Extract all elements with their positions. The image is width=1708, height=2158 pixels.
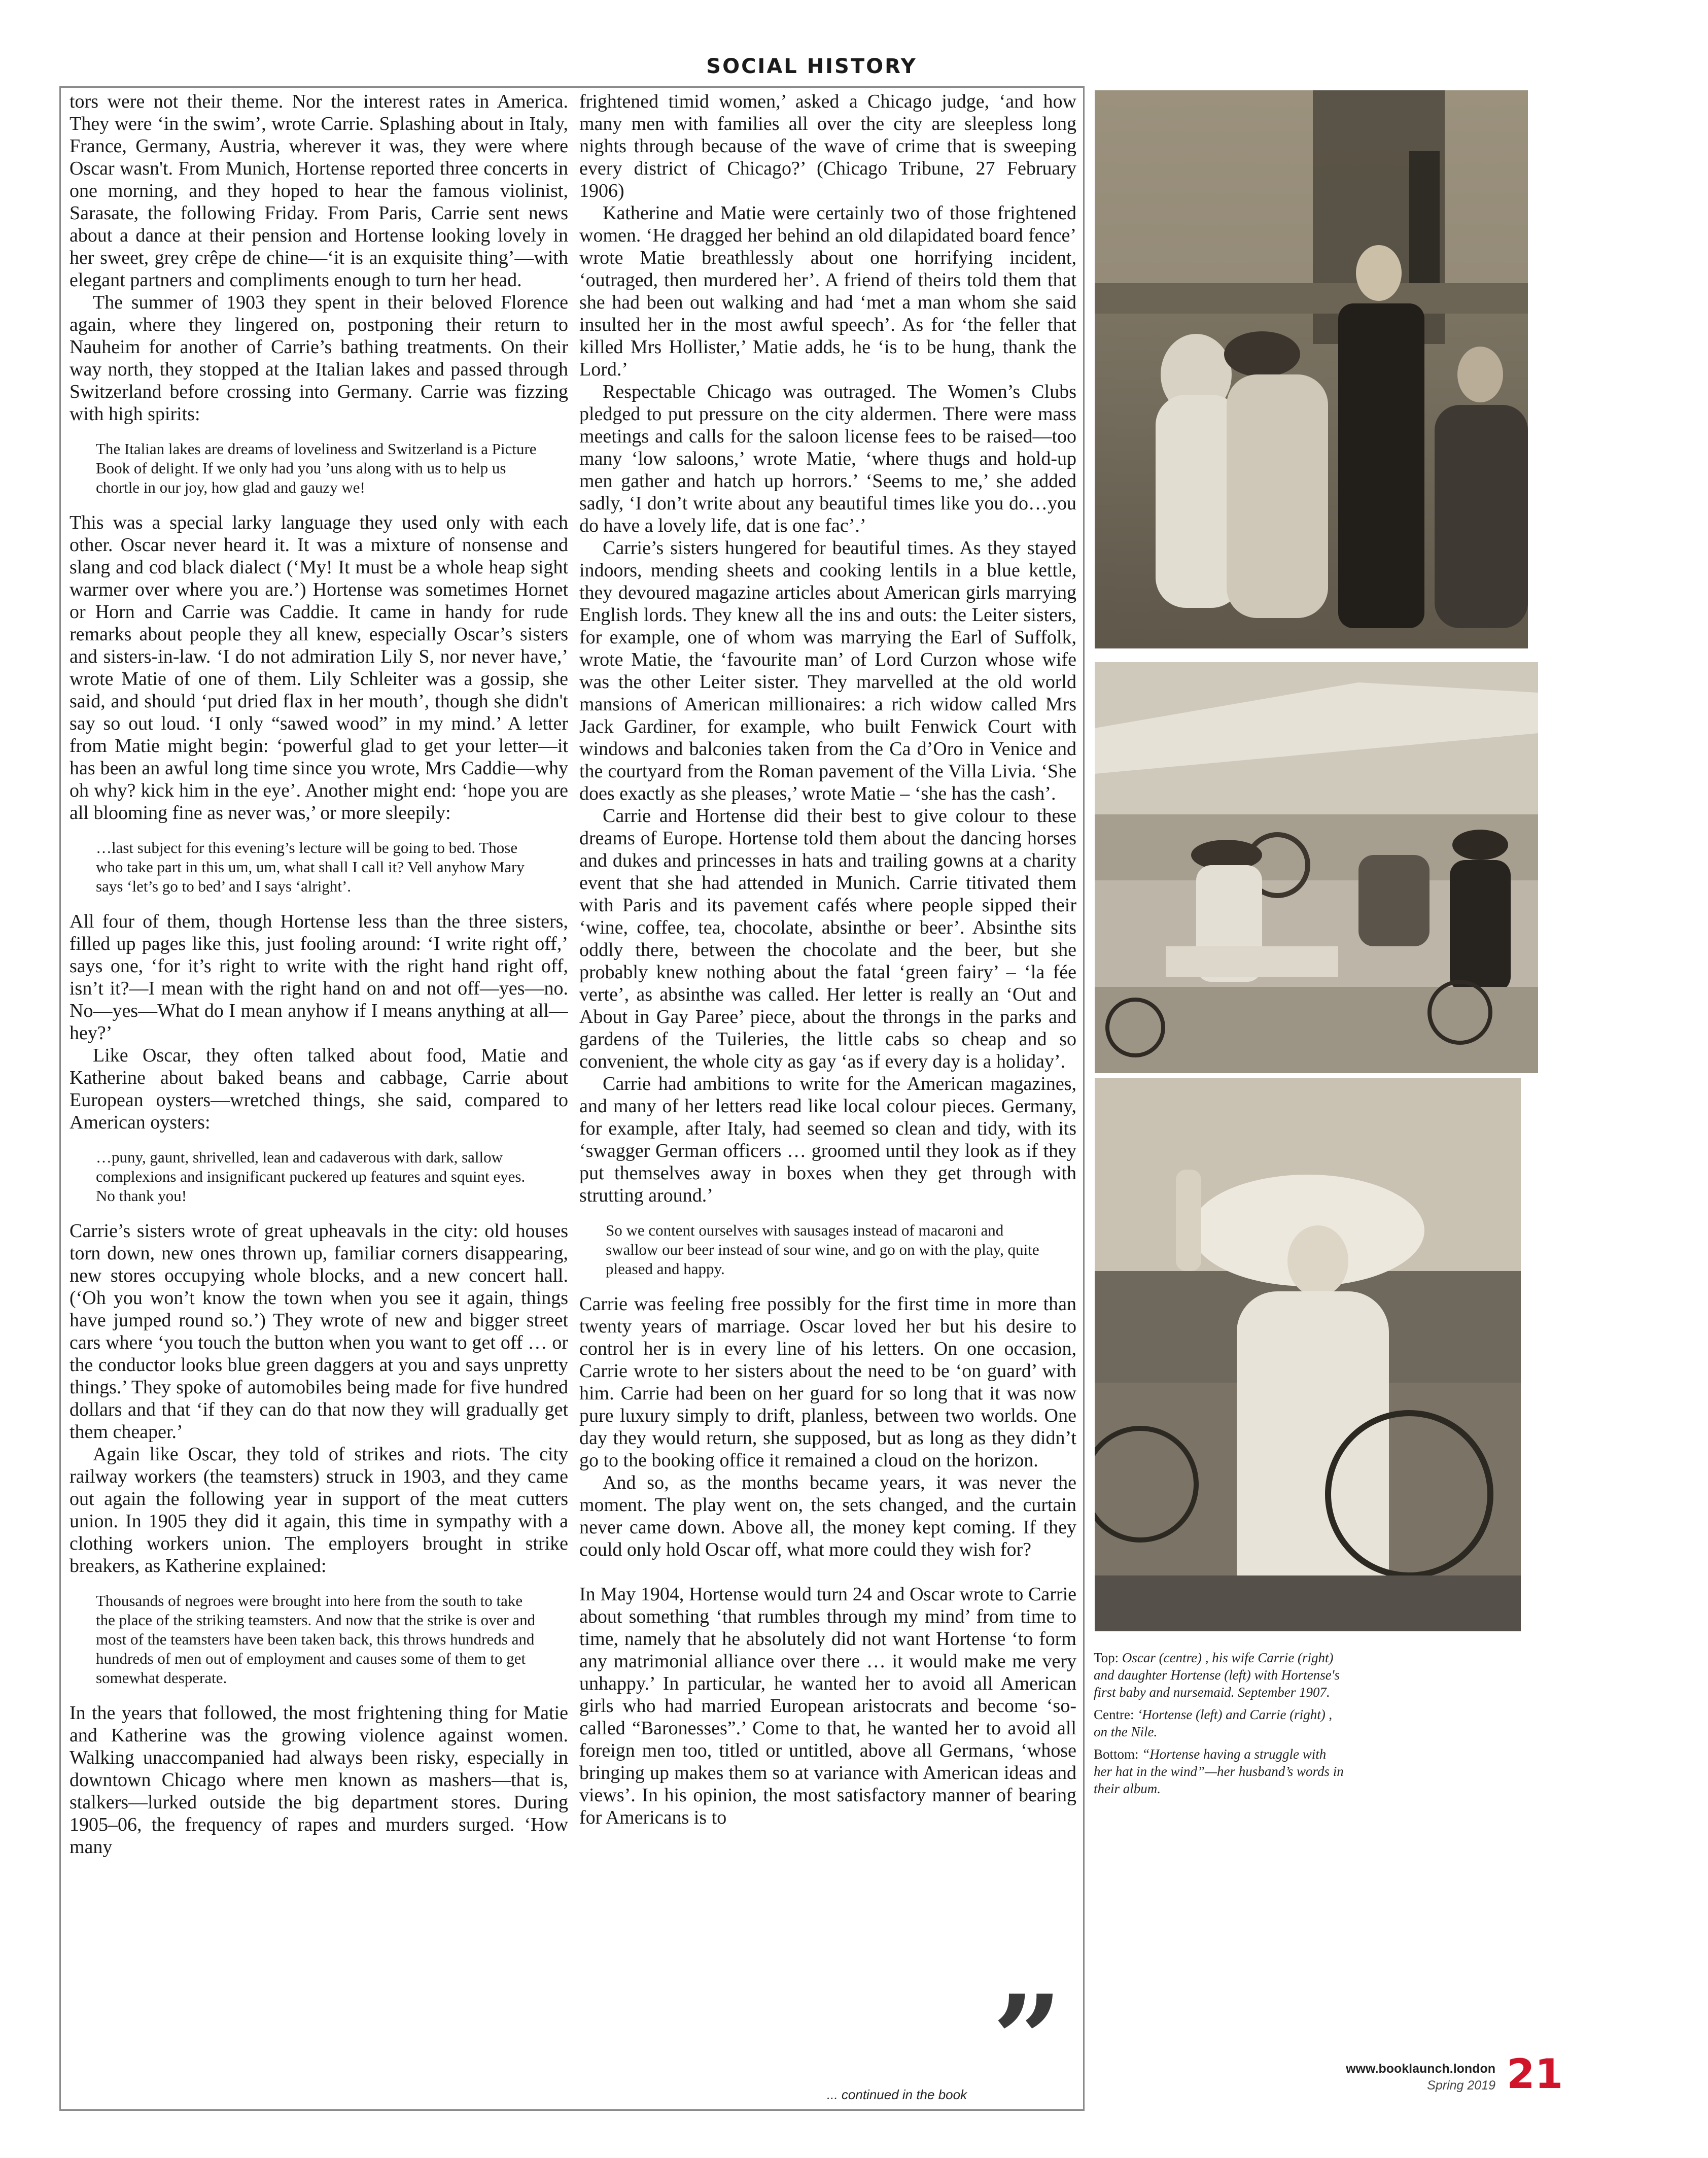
left-column (69, 90, 568, 2105)
paragraph: Carrie’s sisters hungered for beautiful times. As they stayed indoors, mending sheets and cooking lentils in a blue kettle, they devoured magazine articles about American girls marrying English lords. They knew all the ins and outs: the Leiter sisters, for example, one of whom was marrying the Earl of Suffolk, wrote Matie, the ‘favourite man’ of Lord Curzon whose wife was the other Leiter sister. They marvelled at the old world mansions of American millionaires: a rich widow called Mrs Jack Gardiner, for example, who built Fenwick Court with windows and balconies taken from the Ca d’Oro in Venice and the courtyard from the Roman pavement of the Villa Livia. ‘She does exactly as she pleases,’ wrote Matie – ‘she has the cash’. (579, 537, 1076, 804)
block-quote: …puny, gaunt, shrivelled, lean and cadaverous with dark, sallow complexions and insignificant puckered up features and squint eyes. No thank you! (96, 1148, 526, 1205)
block-quote: …last subject for this evening’s lecture will be going to bed. Those who take part in this um, um, what shall I call it? Vell anyhow Mary says ‘let’s go to bed’ and I says ‘alright’. (96, 839, 525, 895)
photo-captions (1094, 1649, 1345, 1802)
footer-season: Spring 2019 (1427, 2078, 1495, 2093)
paragraph: In the years that followed, the most frightening thing for Matie and Katherine was the growing violence against women. Walking unaccompanied had always been risky, especially in downtown Chicago where men known as mashers—that is, stalkers—lurked outside the big department stores. During 1905–06, the frequency of rapes and murders surged. ‘How many (69, 1702, 568, 1858)
block-quote: The Italian lakes are dreams of loveliness and Switzerland is a Picture Book of delight. If we only had you ’uns along with us to help us chortle in our joy, how glad and gauzy we! (96, 440, 537, 496)
paragraph: And so, as the months became years, it was never the moment. The play went on, the sets changed, and the curtain never came down. Above all, the money kept coming. If they could only hold Oscar off, what more could they wish for? (579, 1472, 1076, 1560)
paragraph: All four of them, though Hortense less than the three sisters, filled up pages like this, just fooling around: ‘I write right off,’ says one, ‘for it’s right to write with the right hand right off, isn’t it?—I mean with the right hand on and not off—yes—no. No—yes—What do I mean anyhow if I means anything at all—hey?’ (69, 911, 568, 1044)
paragraph: Katherine and Matie were certainly two of those frightened women. ‘He dragged her behind an old dilapidated board fence’ wrote Matie breathlessly about one horrifying incident, ‘outraged, then murdered her’. A friend of theirs told them that she had been out walking and had ‘met a man whom she said insulted her in the most awful speech’. As for ‘the feller that killed Mrs Hollister,’ Matie adds, he ‘is to be hung, thank the Lord.’ (579, 202, 1076, 380)
paragraph: Again like Oscar, they told of strikes and riots. The city railway workers (the teamsters) struck in 1903, and they came out again the following year in support of the meat cutters union. In 1905 they did it again, this time in sympathy with a clothing workers union. The employers brought in strike breakers, as Katherine explained: (69, 1444, 568, 1577)
page-number: 21 (1507, 2050, 1563, 2098)
caption-bottom: Bottom: “Hortense having a struggle with her hat in the wind”—her husband’s words in their album. (1094, 1746, 1344, 1796)
caption-centre: Centre: ‘Hortense (left) and Carrie (right) , on the Nile. (1094, 1707, 1333, 1739)
paragraph: Like Oscar, they often talked about food, Matie and Katherine about baked beans and cabbage, Carrie about European oysters—wretched things, she said, compared to American oysters: (69, 1045, 568, 1133)
section-gap (579, 1561, 1076, 1583)
paragraph: Carrie and Hortense did their best to give colour to these dreams of Europe. Hortense told them about the dancing horses and dukes and princesses in hats and trailing gowns at a charity event that she had attended in Munich. Carrie titivated them with Paris and its pavement cafés where people sipped their ‘wine, coffee, tea, chocolate, absinthe or beer’. Absinthe sits oddly there, between the chocolate and the beer, but she probably knew nothing about the fatal ‘green fairy’ – ‘la fée verte’, as absinthe was called. Her letter is really an ‘Out and About in Gay Paree’ piece, about the throngs in the parks and gardens of the Tuileries, the little cabs so cheap and so convenient, the whole city as gay ‘as if every day is a holiday’. (579, 805, 1076, 1072)
paragraph: frightened timid women,’ asked a Chicago judge, ‘and how many men with families all over the city are sleepless long nights through because of the wave of crime that is sweeping every district of Chicago?’ (Chicago Tribune, 27 February 1906) (579, 91, 1076, 201)
paragraph: The summer of 1903 they spent in their beloved Florence again, where they lingered on, postponing their return to Nauheim for another of Carrie’s bathing treatments. On their way north, they stopped at the Italian lakes and passed through Switzerland before crossing into Germany. Carrie was fizzing with high spirits: (69, 292, 568, 425)
paragraph: Respectable Chicago was outraged. The Women’s Clubs pledged to put pressure on the city aldermen. There were mass meetings and calls for the saloon license fees to be raised—too many ‘low saloons,’ wrote Matie, ‘where thugs and hold-up men gather and hatch up horrors.’ ‘Seems to me,’ she added sadly, ‘I don’t write about any beautiful times like you do…you do have a lovely life, dat is one fac’.’ (579, 381, 1076, 536)
right-column (579, 90, 1076, 2111)
section-heading: SOCIAL HISTORY (706, 55, 917, 78)
caption-top: Top: Oscar (centre) , his wife Carrie (right) and daughter Hortense (left) with Hortense's first baby and nursemaid. September 1907. (1094, 1650, 1340, 1700)
footer-website: www.booklaunch.london (1346, 2062, 1495, 2076)
paragraph: Carrie was feeling free possibly for the first time in more than twenty years of marriage. Oscar loved her but his desire to control her is in every line of his letters. On one occasion, Carrie wrote to her sisters about the need to be ‘on guard’ with him. Carrie had been on her guard for so long that it was now pure luxury simply to drift, planless, between two worlds. One day they would return, she supposed, but as long as they didn’t go to the booking office it remained a cloud on the horizon. (579, 1293, 1076, 1471)
paragraph: Carrie’s sisters wrote of great upheavals in the city: old houses torn down, new ones thrown up, familiar corners disappearing, new stores occupying whole blocks, and a new concert hall. (‘Oh you won’t know the town when you see it again, things have jumped round so.’) They wrote of new and bigger street cars where ‘you touch the button when you want to get off … or the conductor looks blue green daggers at you and says unpretty things.’ They spoke of automobiles being made for five hundred dollars and that ‘if they can do that now they will gradually get them cheaper.’ (69, 1220, 568, 1443)
photo-on-the-nile (1095, 662, 1538, 1073)
continued-note: ... continued in the book (827, 2087, 967, 2102)
paragraph: Carrie had ambitions to write for the American magazines, and many of her letters read like local colour pieces. Germany, for example, after Italy, had seemed so clean and tidy, with its ‘swagger German officers … groomed until they look as if they put themselves away in boxes when they get through with strutting around.’ (579, 1073, 1076, 1206)
paragraph: This was a special larky language they used only with each other. Oscar never heard it. It was a mixture of nonsense and slang and cod black dialect (‘My! It must be a whole heap sight warmer over where you are.’) Hortense was sometimes Hornet or Horn and Carrie was Caddie. It came in handy for rude remarks about people they all knew, especially Oscar’s sisters and sisters-in-law. ‘I do not admiration Lily S, nor never have,’ wrote Matie of one of them. Lily Schleiter was a gossip, she said, and should ‘put dried flax in her mouth’, though she didn't say so out loud. ‘I only “sawed wood” in my mind.’ A letter from Matie might begin: ‘powerful glad to get your letter—it has been an awful long time since you wrote, Mrs Caddie—why oh why? kick him in the eye’. Another might end: ‘hope you are all blooming fine as never was,’ or more sleepily: (69, 512, 568, 824)
paragraph: In May 1904, Hortense would turn 24 and Oscar wrote to Carrie about something ‘that rumbles through my mind’ from time to time, namely that he absolutely did not want Hortense ‘to form any matrimonial alliance over there … it would make me very unhappy.’ In particular, he wanted her to avoid all American girls who had married European aristocrats and become ‘so-called “Baronesses”.’ Come to that, he wanted her to avoid all foreign men too, titled or untitled, above all Germans, ‘whose bringing up makes them so at variance with American ideas and views’. In his opinion, the most satisfactory manner of bearing for Americans is to (579, 1584, 1076, 1828)
photo-family-group (1095, 90, 1528, 648)
block-quote: Thousands of negroes were brought into here from the south to take the place of the striking teamsters. And now that the strike is over and most of the teamsters have been taken back, this throws hundreds and hundreds of men out of employment and causes some of them to get somewhat desperate. (96, 1592, 536, 1687)
closing-quote-mark: ” (992, 1968, 1063, 2111)
photo-hat-in-wind (1095, 1078, 1521, 1631)
block-quote: So we content ourselves with sausages instead of macaroni and swallow our beer instead of sour wine, and go on with the play, quite pleased and happy. (606, 1221, 1039, 1278)
paragraph: tors were not their theme. Nor the interest rates in America. They were ‘in the swim’, wrote Carrie. Splashing about in Italy, France, Germany, Austria, wherever it was, they were where Oscar wasn't. From Munich, Hortense reported three concerts in one morning, and they hoped to hear the famous violinist, Sarasate, the following Friday. From Paris, Carrie sent news about a dance at their pension and Hortense looking lovely in her sweet, grey crêpe de chine—‘it is an exquisite thing’—with elegant partners and compliments enough to turn her head. (69, 91, 568, 291)
